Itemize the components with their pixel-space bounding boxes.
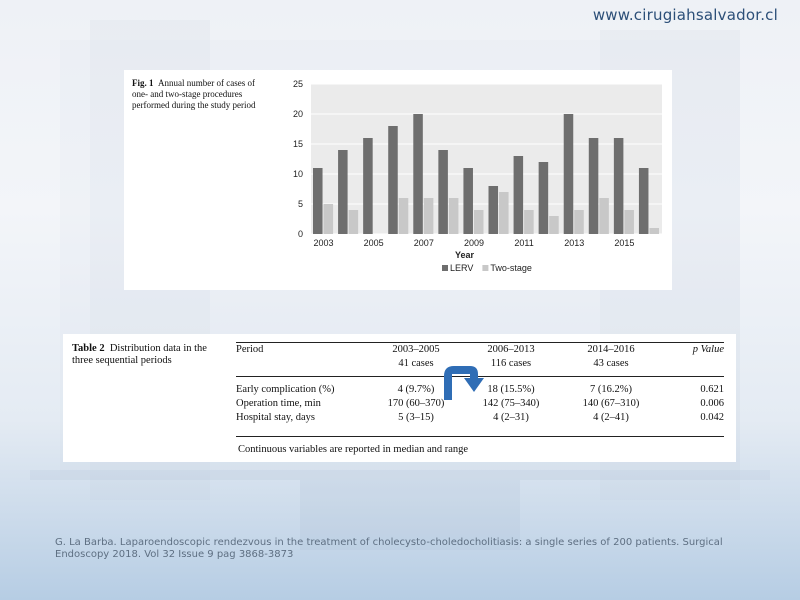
- header-sub-2014-2016: 43 cases: [593, 358, 629, 369]
- x-tick-label: 2015: [614, 238, 635, 248]
- header-2014-2016: 2014–2016: [587, 344, 635, 355]
- y-tick-label: 0: [297, 229, 303, 239]
- figure-label: Fig. 1: [132, 78, 154, 88]
- table-cell: 0.006: [700, 398, 724, 409]
- citation: G. La Barba. Laparoendoscopic rendezvous in the treatment of cholecysto-choledocholitiasis: a single series of 200 patients. Surgical Endoscopy 2018. Vol 32 Issue 9 pag 3868-3873: [55, 537, 723, 560]
- table-cell: 0.621: [700, 384, 724, 395]
- x-tick-label: 2007: [413, 238, 434, 248]
- legend-label: Two-stage: [490, 263, 532, 273]
- y-tick-label: 5: [297, 199, 303, 209]
- site-url[interactable]: www.cirugiahsalvador.cl: [592, 6, 778, 24]
- table-label: Table 2: [72, 343, 105, 354]
- table-row: [236, 412, 724, 426]
- table-cell: 142 (75–340): [482, 398, 540, 409]
- header-sub-p-value: [656, 358, 724, 372]
- header-sub-period: [236, 358, 376, 372]
- table-cell: 170 (60–370): [387, 398, 445, 409]
- y-tick-label: 20: [292, 109, 303, 119]
- header-p-value: p Value: [692, 344, 724, 355]
- table-cell: 4 (2–41): [593, 412, 629, 423]
- x-tick-label: 2005: [363, 238, 384, 248]
- header-2003-2005: 2003–2005: [392, 344, 440, 355]
- table-cell: 18 (15.5%): [487, 384, 535, 395]
- y-tick-label: 10: [292, 169, 303, 179]
- legend-label: LERV: [450, 263, 474, 273]
- x-tick-label: 2009: [463, 238, 484, 248]
- table-caption: [72, 343, 222, 367]
- x-tick-label: 2011: [514, 238, 534, 248]
- header-2006-2013: 2006–2013: [487, 344, 535, 355]
- figure-caption-text: Annual number of cases of one- and two-stage procedures performed during the study period: [132, 78, 256, 110]
- table-bottom-rule: [236, 436, 724, 437]
- header-period: Period: [236, 344, 264, 355]
- x-axis-label: Year: [454, 250, 475, 260]
- table-cell: 140 (67–310): [582, 398, 640, 409]
- figure-caption: [132, 78, 272, 111]
- x-tick-label: 2013: [564, 238, 585, 248]
- table-header-row: [236, 344, 724, 358]
- row-label: Operation time, min: [236, 398, 321, 409]
- table-cell: 4 (2–31): [493, 412, 529, 423]
- table-cell: 7 (16.2%): [590, 384, 632, 395]
- table-cell: 0.042: [700, 412, 724, 423]
- y-tick-label: 25: [292, 79, 303, 89]
- table-cell: 5 (3–15): [398, 412, 434, 423]
- header-sub-2006-2013: 116 cases: [490, 358, 532, 369]
- x-tick-label: 2003: [313, 238, 334, 248]
- header-sub-2003-2005: 41 cases: [398, 358, 434, 369]
- row-label: Hospital stay, days: [236, 412, 315, 423]
- table-top-rule: [236, 342, 724, 343]
- table-note: Continuous variables are reported in median and range: [238, 444, 469, 455]
- table-cell: 4 (9.7%): [397, 384, 435, 395]
- curved-arrow-icon: [438, 362, 488, 402]
- row-label: Early complication (%): [236, 384, 335, 395]
- table-caption-text: Distribution data in the three sequential periods: [72, 343, 207, 366]
- y-tick-label: 15: [292, 139, 303, 149]
